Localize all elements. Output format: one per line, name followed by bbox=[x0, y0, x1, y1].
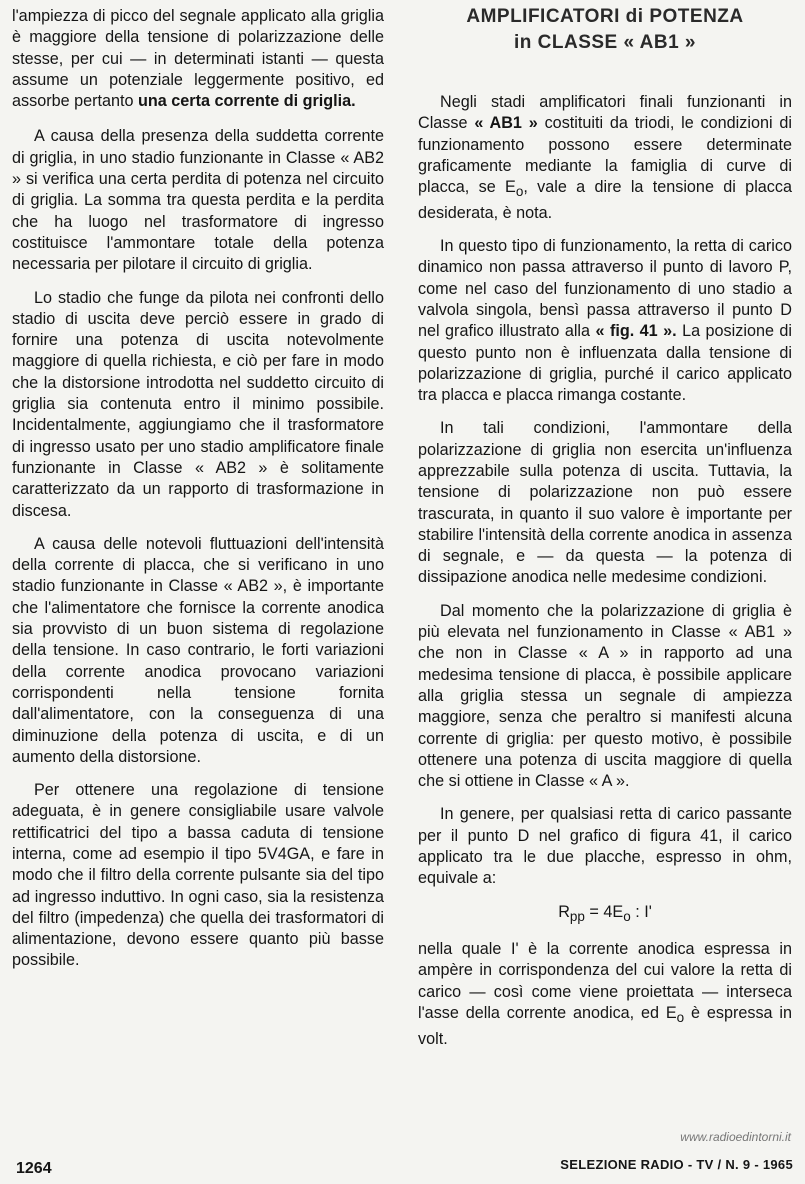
paragraph: Per ottenere una regolazione di tensione adeguata, è in genere consigliabile usare valvole rettificatrici del tipo a bassa caduta di tensione interna, come ad esempio il tipo 5V4GA, e fare in modo che il filtro della corrente pulsante sia del tipo ad ingresso induttivo. In ogni caso, sia la resistenza del filtro (impedenza) che quella dei trasformatori di alimentazione, devono essere quanto più basse possibile. bbox=[12, 781, 384, 970]
paragraph: In genere, per qualsiasi retta di carico passante per il punto D nel grafico di figura 41, il carico applicato tra le due placche, espresso in ohm, equivale a: bbox=[418, 805, 792, 888]
paragraph-text: In questo tipo di funzionamento, la retta di carico dinamico non passa attraverso il punto di lavoro P, come nel caso del funzionamento di uno stadio a valvola singola, bensì passa attraverso il punto D nel grafico illustrato alla bbox=[418, 237, 792, 341]
paragraph bbox=[418, 92, 792, 224]
subscript: pp bbox=[569, 908, 585, 924]
paragraph-text: è espressa in volt. bbox=[418, 1004, 792, 1048]
paragraph-text: nella quale I' è la corrente anodica espressa in ampère in corrispondenza del cui valore la retta di carico — così come viene proiettata — interseca l'asse della corrente anodica, ed E bbox=[418, 940, 792, 1023]
paragraph-text: , vale a dire la tensione di placca desiderata, è nota. bbox=[418, 178, 792, 222]
formula-symbol: R bbox=[558, 902, 570, 921]
subscript: o bbox=[623, 908, 631, 924]
paragraph-text: l'ampiezza di picco del segnale applicato alla griglia è maggiore della tensione di polarizzazione delle stesse, per cui — in determinati istanti — questa assume un potenziale leggermente positivo, ed assorbe pertanto bbox=[12, 7, 384, 111]
subscript: o bbox=[515, 184, 524, 200]
paragraph: Lo stadio che funge da pilota nei confronti dello stadio di uscita deve perciò essere in grado di fornire una potenza di uscita notevolmente maggiore di quella richiesta, e ciò per fare in modo che la distorsione introdotta nel suddetto circuito di griglia sia contenuta entro il minimo possibile. Incidentalmente, aggiungiamo che il trasformatore di ingresso usato per uno stadio amplificatore finale funzionante in Classe « AB2 » è solitamente caratterizzato da un rapporto di trasformazione in discesa. bbox=[12, 288, 384, 520]
magazine-footer: SELEZIONE RADIO - TV / N. 9 - 1965 bbox=[560, 1157, 793, 1172]
title-line: in CLASSE « AB1 » bbox=[513, 32, 696, 53]
watermark: www.radioedintorni.it bbox=[680, 1130, 791, 1144]
formula bbox=[418, 902, 792, 928]
section-title bbox=[418, 4, 792, 56]
paragraph-text: costituiti da triodi, le condizioni di funzionamento possono essere determinate graficamente mediante la famiglia di curve di placca, se E bbox=[418, 114, 792, 197]
subscript: o bbox=[676, 1010, 685, 1026]
bold-text: una certa corrente di griglia. bbox=[137, 92, 356, 111]
paragraph: A causa della presenza della suddetta corrente di griglia, in uno stadio funzionante in Classe « AB2 » si verifica una certa perdita di potenza nel circuito di griglia. La somma tra questa perdita e la perdita che ha luogo nel trasformatore di ingresso costituisce l'ammontare totale della potenza necessaria per pilotare il circuito di griglia. bbox=[12, 127, 384, 274]
paragraph bbox=[12, 6, 384, 112]
paragraph bbox=[418, 939, 792, 1050]
page-number: 1264 bbox=[16, 1160, 52, 1177]
bold-text: « AB1 » bbox=[474, 114, 538, 133]
title-line: AMPLIFICATORI di POTENZA bbox=[466, 6, 744, 27]
paragraph: A causa delle notevoli fluttuazioni dell'intensità della corrente di placca, che si verificano in uno stadio funzionante in Classe « AB2 », è importante che l'alimentatore che fornisce la corrente anodica sia provvisto di un buon sistema di regolazione della tensione. In caso contrario, le forti variazioni della corrente anodica provocano variazioni corrispondenti nella tensione fornita dall'alimentatore, con la conseguenza di una diminuzione della potenza di uscita, e di un aumento della distorsione. bbox=[12, 534, 384, 766]
formula-text: = 4E bbox=[584, 902, 624, 921]
paragraph: In tali condizioni, l'ammontare della polarizzazione di griglia non esercita un'influenza apprezzabile sulla potenza di uscita. Tuttavia, la tensione di polarizzazione non può essere trascurata, in quanto il suo valore è importante per stabilire l'intensità della corrente anodica in assenza di segnale, e — da questa — la potenza di dissipazione anodica nelle medesime condizioni. bbox=[418, 419, 792, 587]
paragraph-text: Negli stadi amplificatori finali funzionanti in Classe bbox=[418, 93, 792, 133]
left-column bbox=[12, 6, 384, 984]
paragraph bbox=[418, 236, 792, 406]
bold-text: « fig. 41 ». bbox=[595, 322, 677, 341]
right-column bbox=[418, 4, 792, 1062]
paragraph: Dal momento che la polarizzazione di griglia è più elevata nel funzionamento in Classe « AB1 » che non in Classe « A » in rapporto ad una medesima tensione di placca, è possibile applicare alla griglia stessa un segnale di ampiezza maggiore, senza che peraltro si manifesti alcuna corrente di griglia: per questo motivo, è possibile ottenere una potenza di uscita maggiore di quella che si ottiene in Classe « A ». bbox=[418, 601, 792, 791]
formula-text: : I' bbox=[630, 902, 652, 921]
paragraph-text: La posizione di questo punto non è influenzata dalla tensione di polarizzazione di griglia, purché il carico applicato tra placca e placca rimanga costante. bbox=[418, 322, 792, 405]
